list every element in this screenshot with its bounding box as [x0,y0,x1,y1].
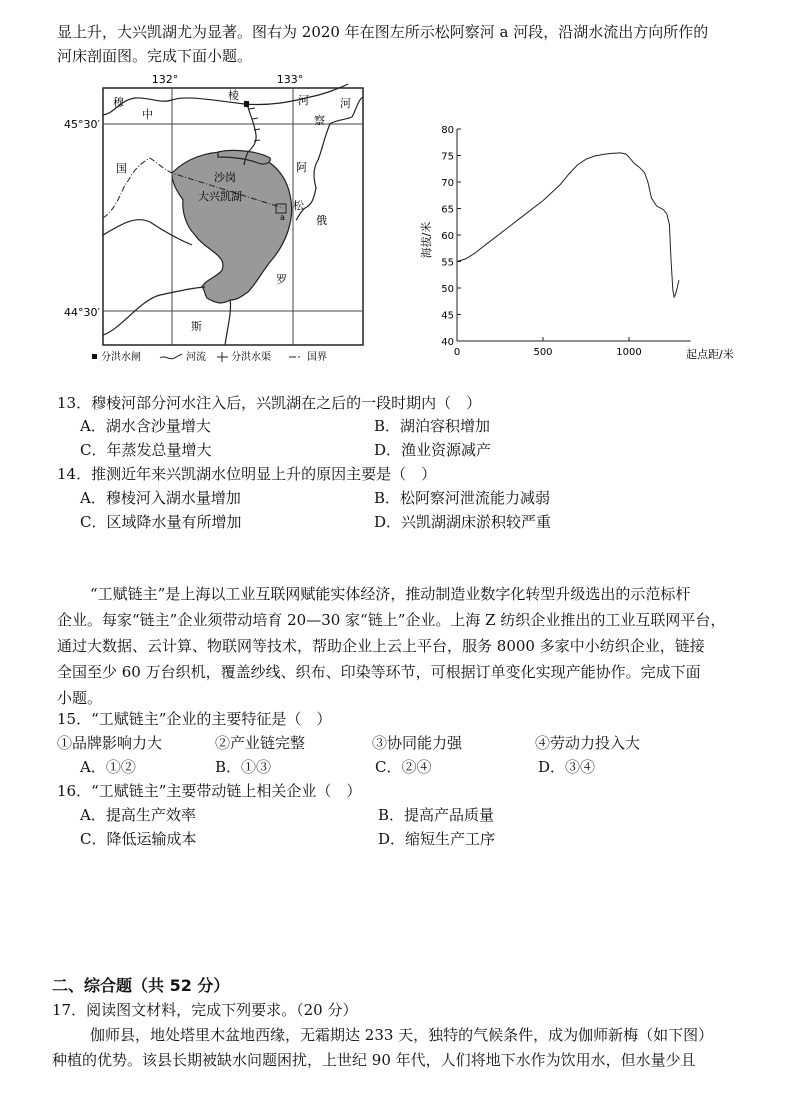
q13-option-c[interactable]: C．年蒸发总量增大 [80,441,212,459]
q14-option-c[interactable]: C．区域降水量有所增加 [80,513,242,531]
y-tick-label: 75 [441,151,454,163]
q15-item-3: ③协同能力强 [372,734,463,752]
y-tick-label: 60 [441,231,454,242]
passage-line-3: 通过大数据、云计算、物联网等技术，帮助企业上云上平台，服务 8000 多家中小纺织企业，链接 [57,637,705,655]
lon-label-133: 133° [276,73,304,86]
label-luo: 罗 [276,273,287,286]
q14-option-b[interactable]: B．松阿察河泄流能力减弱 [374,489,551,507]
y-tick-label: 80 [441,125,454,136]
lat-label-44-30: 44°30′ [64,306,100,319]
y-tick-label: 65 [441,204,454,216]
q15-option-a[interactable]: A．①② [80,758,136,776]
map-legend [92,350,327,363]
legend-label-border: 国界 [307,352,327,363]
flood-channel-icon [217,352,228,362]
q17-stem: 17．阅读图文材料，完成下列要求。（20 分） [52,1001,358,1019]
label-mu: 穆 [113,96,124,109]
passage-line-5: 小题。 [57,689,103,707]
q16-stem: 16．“工赋链主”主要带动链上相关企业（ ） [57,782,362,800]
profile-line [457,153,679,297]
y-tick-label: 40 [441,337,454,348]
q14-option-a[interactable]: A．穆棱河入湖水量增加 [80,489,241,507]
x-tick-label: 500 [533,347,553,358]
border-icon [289,356,300,358]
label-sha-gang: 沙岗 [214,171,236,184]
passage-line-4: 全国至少 60 万台织机，覆盖纱线、织布、印染等环节，可根据订单变化实现产能协作。完成下面 [57,663,701,681]
label-lake: 大兴凯湖 [198,190,242,203]
q15-item-2: ②产业链完整 [215,734,306,752]
q15-option-b[interactable]: B．①③ [215,758,272,776]
label-leng: 棱 [228,89,239,102]
q15-stem: 15．“工赋链主”企业的主要特征是（ ） [57,710,332,728]
label-he-1: 河 [298,94,309,107]
q16-option-b[interactable]: B．提高产品质量 [378,806,495,824]
section-2-title: 二、综合题（共 52 分） [52,976,230,995]
passage-line-1: “工赋链主”是上海以工业互联网赋能实体经济，推动制造业数字化转型升级选出的示范标杆 [90,585,691,603]
passage-line-2: 企业。每家“链主”企业须带动培育 20—30 家“链上”企业。上海 Z 纺织企业推出的工业互联网平台， [57,611,726,629]
x-tick-label: 0 [453,347,461,358]
label-guo: 国 [116,162,127,175]
y-tick-label: 70 [441,178,454,189]
legend-label-sluice: 分洪水闸 [101,352,141,363]
q14-stem: 14．推测近年来兴凯湖水位明显上升的原因主要是（ ） [57,465,437,483]
lon-label-132: 132° [151,73,179,86]
q17-line-2: 种植的优势。该县长期被缺水问题困扰，上世纪 90 年代，人们将地下水作为饮用水，但水量少且 [52,1051,696,1069]
q13-option-a[interactable]: A．湖水含沙量增大 [80,417,211,435]
q15-item-4: ④劳动力投入大 [535,734,641,752]
label-song: 松 [293,199,304,212]
y-axis-label: 海拔/米 [420,221,433,259]
y-tick-label: 50 [441,284,454,295]
label-point-a: a [280,213,285,222]
q14-option-d[interactable]: D．兴凯湖湖床淤积较严重 [374,513,552,531]
q13-option-d[interactable]: D．渔业资源减产 [374,441,492,459]
y-tick-label: 55 [441,257,454,269]
riverbed-profile-chart [400,110,770,370]
lat-label-45-30: 45°30′ [64,118,100,131]
q13-stem: 13．穆棱河部分河水注入后，兴凯湖在之后的一段时期内（ ） [57,394,482,412]
legend-label-channel: 分洪水渠 [231,352,271,363]
label-cha: 察 [314,114,325,127]
river-icon [160,354,182,359]
q15-item-1: ①品牌影响力大 [57,734,163,752]
label-a-char: 阿 [296,161,307,174]
intro-line-1: 显上升，大兴凯湖尤为显著。图右为 2020 年在图左所示松阿察河 a 河段，沿湖水流出方向所作的 [57,23,709,41]
sluice-gate-icon [92,354,97,359]
q16-option-c[interactable]: C．降低运输成本 [80,830,197,848]
legend-label-river: 河流 [186,352,206,363]
q16-option-d[interactable]: D．缩短生产工序 [378,830,496,848]
label-e: 俄 [316,214,327,227]
q16-option-a[interactable]: A．提高生产效率 [80,806,196,824]
q15-option-d[interactable]: D．③④ [538,758,596,776]
x-axis-label: 起点距/米 [686,348,734,361]
label-zhong: 中 [142,108,153,121]
y-tick-label: 45 [441,310,454,322]
q13-option-b[interactable]: B．湖泊容积增加 [374,417,491,435]
lake-map [50,65,390,370]
q15-option-c[interactable]: C．②④ [375,758,432,776]
q17-line-1: 伽师县，地处塔里木盆地西缘，无霜期达 233 天，独特的气候条件，成为伽师新梅（如下图） [90,1026,714,1044]
intro-line-2: 河床剖面图。完成下面小题。 [57,47,253,65]
label-si: 斯 [191,320,202,333]
x-tick-label: 1000 [616,347,642,358]
sluice-gate [244,101,249,107]
label-he-2: 河 [340,97,351,110]
